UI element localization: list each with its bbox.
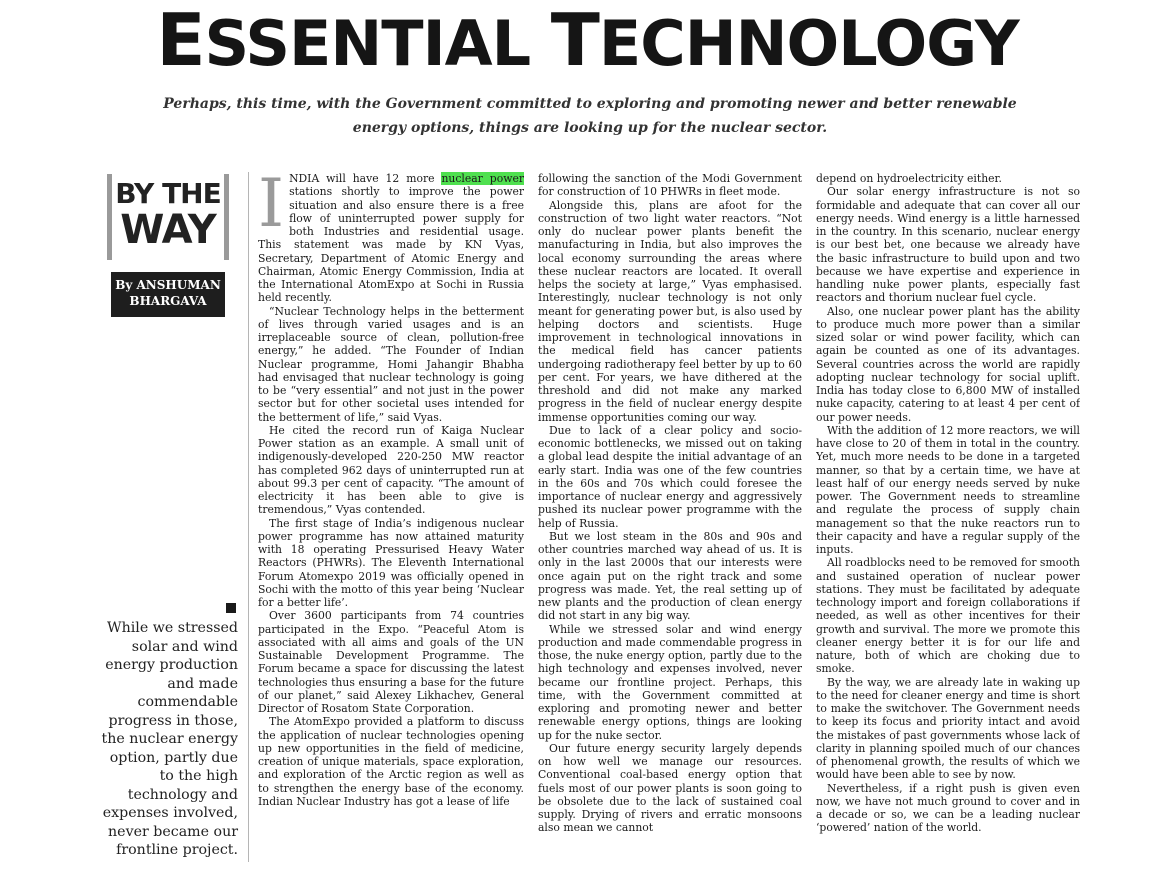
body-paragraph: Our future energy security largely depends on how well we manage our resources. Conventional coal-based energy option that fuels most of our power plants is soon going to be obsolete due to the lack of sustained coal supply. Drying of rivers and erratic monsoons also mean we cannot [538, 741, 802, 835]
body-paragraph: Our solar energy infrastructure is not so formidable and adequate that can cover all our energy needs. Wind energy is a little harnessed in the country. In this scenario, nuclear energy is our best bet, one because we already have the basic infrastructure to build upon and two because we have expertise and experience in handling nuke power plants, especially fast reactors and thorium nuclear fuel cycle. [816, 185, 1080, 305]
body-paragraph: The first stage of India’s indigenous nuclear power programme has now attained maturity with 18 operating Pressurised Heavy Water Reactors (PHWRs). The Eleventh International Forum Atomexpo 2019 was officially opened in Sochi with the motto of this year being ‘Nuclear for a better life’. [258, 516, 524, 609]
body-paragraph: He cited the record run of Kaiga Nuclear Power station as an example. A small unit of indigenously-developed 220-250 MW reactor has completed 962 days of uninterrupted run at about 99.3 per cent of capacity. “The amount of electricity it has been able to give is tremendous,” Vyas contended. [258, 423, 524, 517]
badge-line-2: WAY [120, 207, 216, 253]
standfirst: Perhaps, this time, with the Government committed to exploring and promoting newer and better renewable energy options, things are looking up for the nuclear sector. [163, 96, 1017, 136]
drop-cap: I [258, 172, 285, 242]
pull-quote: While we stressed solar and wind energy production and made commendable progress in those, the nuclear energy option, partly due to the high technology and expenses involved, never became our frontline project. [101, 620, 238, 858]
highlighted-text: nuclear power [441, 172, 524, 185]
lead-text: NDIA will have 12 more [289, 172, 442, 185]
article-title [0, 0, 1175, 80]
title-word-1: SSENTIAL [204, 7, 531, 80]
body-paragraph: Also, one nuclear power plant has the ability to produce much more power than a similar sized solar or wind power facility, which can again be counted as one of its advantages. Several countries across the world are rapidly adopting nuclear technology for social uplift. India has today close to 6,800 MW of installed nuke capacity, catering to at least 4 per cent of our power needs. [816, 304, 1080, 424]
body-paragraph: By the way, we are already late in waking up to the need for cleaner energy and time is short to make the switchover. The Government needs to keep its focus and priority intact and avoid the mistakes of past governments whose lack of clarity in planning spoiled much of our chances of phenomenal growth, the results of which we would have been able to see by now. [816, 675, 1080, 782]
title-initial-2: T [550, 0, 599, 82]
body-paragraph: “Nuclear Technology helps in the betterment of lives through varied usages and is an irreplaceable source of clean, pollution-free energy,” he added. “The Founder of Indian Nuclear programme, Homi Jahangir Bhabha had envisaged that nuclear technology is going to be “very essential” and not just in the power sector but for other societal uses intended for the betterment of life,” said Vyas. [258, 304, 524, 424]
column-divider [248, 172, 249, 862]
body-column-3 [816, 172, 1080, 862]
title-initial-1: E [156, 0, 205, 82]
byline-line-1: By ANSHUMAN [115, 278, 221, 292]
body-paragraph: The AtomExpo provided a platform to discuss the application of nuclear technologies opening up new opportunities in the field of medicine, creation of unique materials, space exploration, and exploration of the Arctic region as well as to strengthen the energy base of the economy. Indian Nuclear Industry has got a lease of life [258, 715, 524, 808]
body-paragraph: Alongside this, plans are afoot for the construction of two light water reactors. “Not only do nuclear power plants benefit the manufacturing in India, but also improves the local economy surrounding the areas where these nuclear reactors are located. It overall helps the society at large,” Vyas emphasised. Interestingly, nuclear technology is not only meant for generating power but, is also used by helping doctors and scientists. Huge improvement in technological innovations in the medical field has cancer patients undergoing radiotherapy feel better by up to 60 per cent. For years, we have dithered at the threshold and did not make any marked progress in the field of nuclear energy despite immense opportunities coming our way. [538, 198, 802, 424]
body-column-2 [538, 172, 802, 862]
body-paragraph: following the sanction of the Modi Government for construction of 10 PHWRs in fleet mode. [538, 172, 802, 199]
body-paragraph: With the addition of 12 more reactors, we will have close to 20 of them in total in the country. Yet, much more needs to be done in a targeted manner, so that by a certain time, we have at least half of our energy needs served by nuke power. The Government needs to streamline and regulate the process of supply chain management so that the nuke reactors run to their capacity and have a regular supply of the inputs. [816, 423, 1080, 556]
title-word-2: ECHNOLOGY [598, 7, 1019, 80]
body-paragraph: But we lost steam in the 80s and 90s and other countries marched way ahead of us. It is only in the last 2000s that our interests were once again put on the right track and some progress was made. Yet, the real setting up of new plants and the production of clean energy did not start in any big way. [538, 529, 802, 623]
byline-line-2: BHARGAVA [129, 294, 207, 308]
body-paragraph [258, 172, 524, 305]
byline [111, 272, 225, 317]
badge-line-1: BY THE [115, 177, 221, 210]
body-column-1 [258, 172, 524, 862]
lead-text-rest: stations shortly to improve the power situation and also ensure there is a free flow of uninterrupted power supply for both Industries and residential usage. This statement was made by KN Vyas, Secretary, Department of Atomic Energy and Chairman, Atomic Energy Commission, India at the International AtomExpo at Sochi in Russia held recently. [258, 185, 524, 305]
body-paragraph: Nevertheless, if a right push is given even now, we have not much ground to cover and in a decade or so, we can be a leading nuclear ‘powered’ nation of the world. [816, 781, 1080, 835]
pull-quote-marker-icon [226, 603, 236, 613]
body-paragraph: While we stressed solar and wind energy production and made commendable progress in those, the nuke energy option, partly due to the high technology and expenses involved, never became our frontline project. Perhaps, this time, with the Government committed at exploring and promoting newer and better renewable energy options, things are looking up for the nuke sector. [538, 622, 802, 742]
body-paragraph: depend on hydroelectricity either. [816, 172, 1002, 185]
body-paragraph: All roadblocks need to be removed for smooth and sustained operation of nuclear power stations. They must be facilitated by adequate technology import and foreign collaborations if needed, as well as other incentives for their growth and survival. The more we promote this cleaner energy better it is for our life and nature, both of which are choking due to smoke. [816, 556, 1080, 676]
column-badge [107, 174, 229, 260]
body-paragraph: Due to lack of a clear policy and socio-economic bottlenecks, we missed out on taking a global lead despite the initial advantage of an early start. India was one of the few countries in the 60s and 70s which could foresee the importance of nuclear energy and aggressively pushed its nuclear power programme with the help of Russia. [538, 423, 802, 530]
body-paragraph: Over 3600 participants from 74 countries participated in the Expo. “Peaceful Atom is associated with all aims and goals of the UN Sustainable Development Programme. The Forum became a space for discussing the latest technologies thus ensuring a base for the future of our planet,” said Alexey Likhachev, General Director of Rosatom State Corporation. [258, 609, 524, 715]
